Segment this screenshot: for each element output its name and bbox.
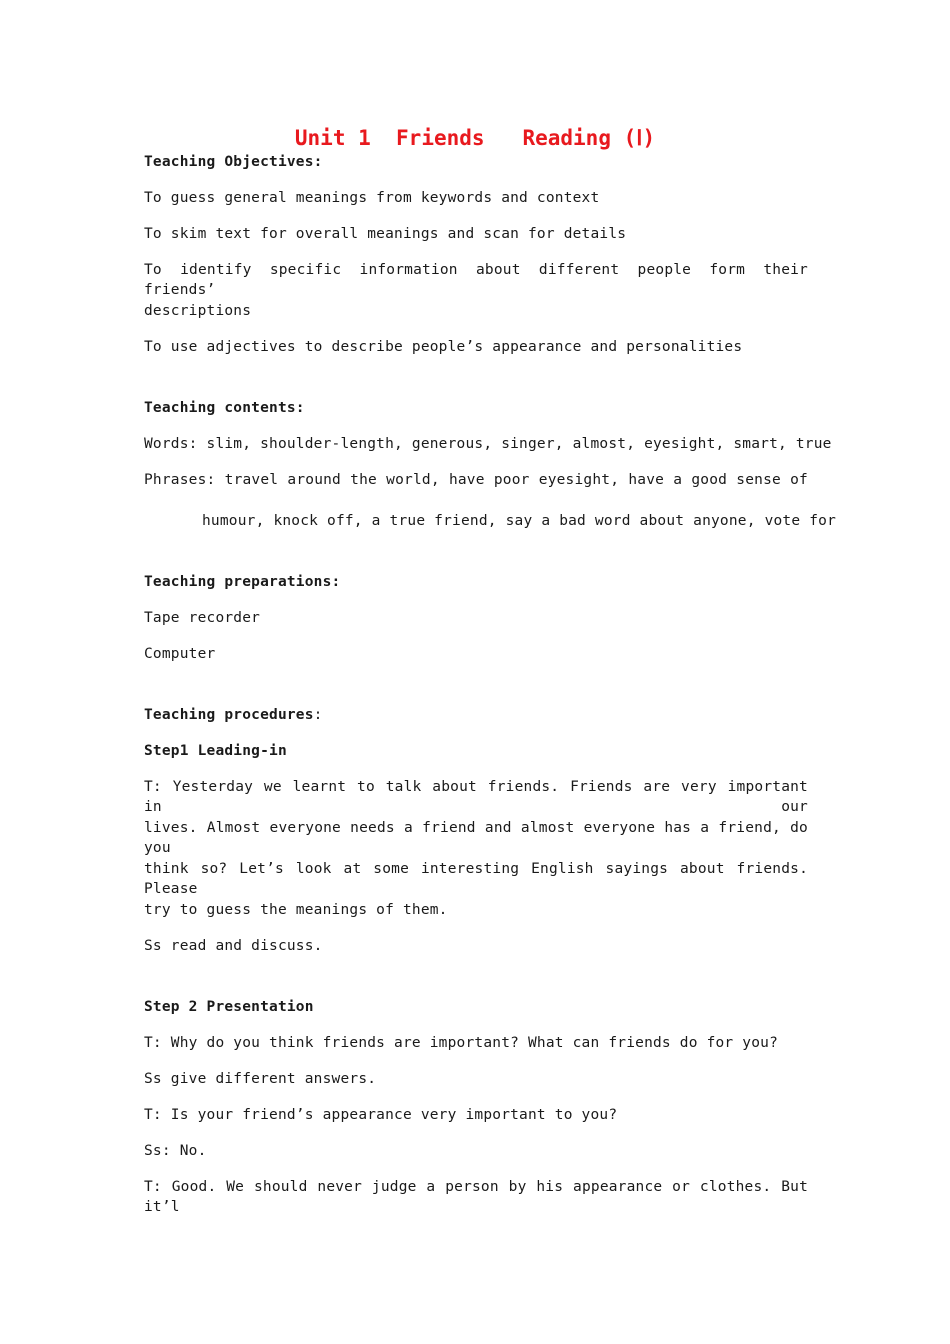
objectives-heading: Teaching Objectives: — [144, 154, 323, 170]
step1-line: Ss read and discuss. — [144, 938, 323, 954]
document-title: Unit 1 Friends Reading (Ⅰ) — [294, 126, 656, 150]
preparations-heading: Teaching preparations: — [144, 574, 341, 590]
step2-line: T: Good. We should never judge a person by his appearance or clothes. But it’l — [144, 1179, 808, 1215]
objective-item: To skim text for overall meanings and scan for details — [144, 226, 627, 242]
contents-phrases-continued: humour, knock off, a true friend, say a bad word about anyone, vote for — [202, 513, 837, 529]
procedures-heading: Teaching procedures — [144, 707, 314, 723]
step2-line: Ss give different answers. — [144, 1071, 377, 1087]
step2-line: T: Is your friend’s appearance very important to you? — [144, 1107, 618, 1123]
objective-item: To guess general meanings from keywords and context — [144, 190, 600, 206]
step1-line: try to guess the meanings of them. — [144, 902, 448, 918]
contents-heading: Teaching contents: — [144, 400, 305, 416]
contents-phrases: Phrases: travel around the world, have poor eyesight, have a good sense of — [144, 472, 808, 488]
step1-line: lives. Almost everyone needs a friend and almost everyone has a friend, do you — [144, 820, 808, 856]
step1-heading: Step1 Leading-in — [144, 743, 287, 759]
preparation-item: Computer — [144, 646, 216, 662]
contents-words: Words: slim, shoulder-length, generous, singer, almost, eyesight, smart, true — [144, 436, 832, 452]
step2-line: T: Why do you think friends are important? What can friends do for you? — [144, 1035, 779, 1051]
procedures-heading-colon: : — [313, 707, 323, 723]
step2-heading: Step 2 Presentation — [144, 999, 314, 1015]
step1-line: T: Yesterday we learnt to talk about friends. Friends are very important in our — [144, 779, 808, 815]
procedures-heading-line — [144, 705, 808, 725]
step2-line: Ss: No. — [144, 1143, 207, 1159]
preparation-item: Tape recorder — [144, 610, 261, 626]
objective-item-continued: descriptions — [144, 303, 252, 319]
objective-item: To use adjectives to describe people’s appearance and personalities — [144, 339, 743, 355]
objective-item: To identify specific information about different people form their friends’ — [144, 262, 808, 298]
step1-line: think so? Let’s look at some interesting English sayings about friends. Please — [144, 861, 808, 897]
